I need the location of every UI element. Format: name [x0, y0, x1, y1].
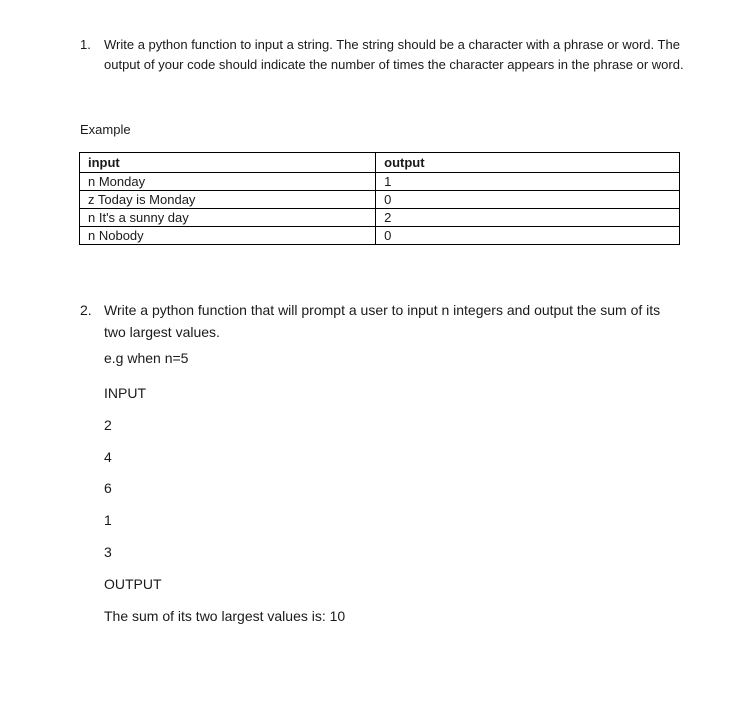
input-value: 4: [104, 449, 112, 465]
example-line: e.g when n=5: [104, 350, 189, 366]
header-input: input: [80, 153, 376, 173]
question-1-number: 1.: [80, 37, 91, 52]
input-label: INPUT: [104, 385, 146, 401]
cell-input: n It's a sunny day: [80, 209, 376, 227]
question-2-number: 2.: [80, 302, 92, 318]
question-1-text: Write a python function to input a string. The string should be a character with a phrase or word. The output of your code should indicate the number of times the character appears in the phrase or word.: [104, 37, 684, 72]
output-text: The sum of its two largest values is: 10: [104, 608, 346, 624]
cell-output: 0: [376, 191, 680, 209]
table-header-row: [80, 153, 680, 173]
cell-output: 2: [376, 209, 680, 227]
example-label: Example: [80, 122, 131, 137]
example-table: [79, 152, 680, 245]
question-1: [80, 35, 685, 74]
input-value: 3: [104, 544, 112, 560]
cell-input: n Nobody: [80, 227, 376, 245]
question-2: [80, 299, 685, 343]
table-row: [80, 191, 680, 209]
table-row: [80, 209, 680, 227]
header-output: output: [376, 153, 680, 173]
table-row: [80, 227, 680, 245]
input-value: 6: [104, 480, 112, 496]
input-value: 2: [104, 417, 112, 433]
table-row: [80, 173, 680, 191]
input-value: 1: [104, 512, 112, 528]
cell-output: 1: [376, 173, 680, 191]
output-label: OUTPUT: [104, 576, 162, 592]
cell-input: n Monday: [80, 173, 376, 191]
cell-output: 0: [376, 227, 680, 245]
question-2-text: Write a python function that will prompt a user to input n integers and output the sum of its two largest values.: [104, 302, 661, 340]
cell-input: z Today is Monday: [80, 191, 376, 209]
